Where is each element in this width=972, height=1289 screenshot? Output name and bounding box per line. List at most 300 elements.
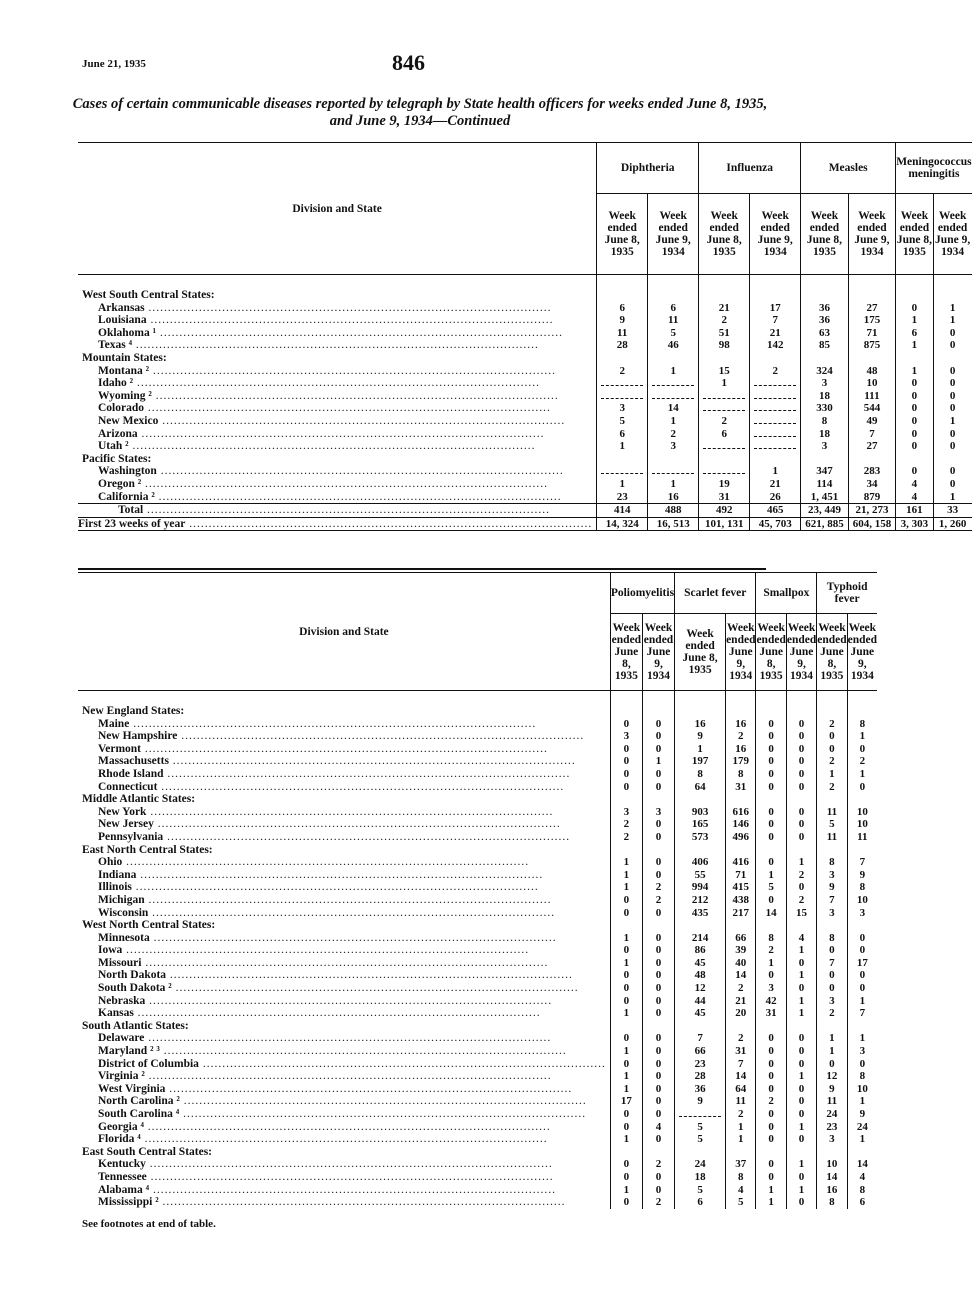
state-label [78,1184,610,1197]
cell-value: 1, 451 [810,490,839,503]
table-row [78,1196,877,1209]
cell-value: 1 [623,1133,630,1146]
table-cell [756,944,786,957]
cell-value: 15 [718,364,730,377]
cell-value: 5 [670,326,676,339]
cell-value: 3 [829,868,835,881]
table-cell [597,302,648,315]
cell-value: 3 [623,805,630,818]
cell-value: 0 [859,742,866,755]
cell-value: 28 [616,339,628,352]
footnote-reference: See footnotes at end of table. [82,1218,216,1230]
table-cell [786,869,816,882]
cell-value: 5 [738,1196,744,1209]
table-cell [933,465,971,478]
table-cell [675,1083,726,1096]
table-row [78,894,877,907]
table-cell [597,390,648,403]
table-cell [756,1171,786,1184]
table-cell [610,1108,642,1121]
table-cell [756,743,786,756]
table-caption: Cases of certain communicable diseases reported by telegraph by State health officers for weeks ended June 8, 1935, and June 9, 1934—Continued [72,96,768,129]
table-cell [756,793,786,806]
table-cell [847,1020,877,1033]
state-label [78,440,597,453]
division-label [78,691,610,718]
table-cell [597,365,648,378]
table-cell [817,793,847,806]
cell-value: 0 [798,1133,805,1146]
state-label [78,478,597,491]
table-cell [756,1083,786,1096]
cell-value: 0 [768,893,774,906]
table-cell [786,919,816,932]
table-cell [726,919,756,932]
cell-value: 17 [856,956,868,969]
table-cell [847,1095,877,1108]
cell-value: 34 [866,477,878,490]
division-row [78,275,972,302]
cell-value: 0 [623,1032,630,1045]
table-cell [817,957,847,970]
cell-value: 217 [732,906,749,919]
table-cell [675,1095,726,1108]
cell-value: 0 [655,742,662,755]
disease-header: Meningococcus meningitis [896,143,972,194]
table-cell [933,339,971,352]
cell-value: 1 [798,994,805,1007]
state-label [78,881,610,894]
table-cell [675,957,726,970]
table-cell [726,995,756,1008]
cell-value: 1 [798,1183,805,1196]
table-cell [597,428,648,441]
table-cell [726,944,756,957]
disease-header: Smallpox [756,573,817,614]
cell-value: 435 [691,906,709,919]
cell-value: 28 [694,1070,706,1083]
cell-value: 0 [768,830,774,843]
table-cell [675,1007,726,1020]
table-cell [675,869,726,882]
state-label [78,302,597,315]
table-cell [848,314,896,327]
table-cell [848,390,896,403]
table-cell [675,944,726,957]
row-label-text: Michigan [98,893,145,906]
cell-value: 0 [859,944,866,957]
cell-value: 10 [856,818,868,831]
cell-value: 324 [816,364,833,377]
cell-value: 64 [694,780,706,793]
table-row [78,718,877,731]
cell-value: 3 [821,377,828,390]
cell-value: 6 [619,427,625,440]
table-cell [847,1196,877,1209]
cell-value: 21 [735,994,747,1007]
table-cell [847,718,877,731]
no-report-dash [754,423,796,424]
table-cell [675,932,726,945]
table-cell [726,793,756,806]
row-label-text: Middle Atlantic States: [82,793,196,806]
cell-value: 5 [829,818,835,831]
table-cell [610,806,642,819]
table-row [78,806,877,819]
table-row [78,1158,877,1171]
table-cell [848,415,896,428]
table-cell [675,1032,726,1045]
cell-value: 0 [655,767,662,780]
cell-value: 1 [670,477,676,490]
table-cell [847,1045,877,1058]
table-cell [726,1196,756,1209]
table-cell [648,402,699,415]
cell-value: 0 [623,906,630,919]
table-cell [847,869,877,882]
cell-value: 0 [829,982,835,995]
table-cell [756,856,786,869]
cell-value: 0 [829,944,835,957]
table-cell [750,478,801,491]
table-cell [750,415,801,428]
table-cell [847,768,877,781]
cell-value: 2 [721,314,727,327]
table-cell [675,768,726,781]
cell-value: 1 [859,767,866,780]
state-label [78,1121,610,1134]
cell-value: 0 [655,906,662,919]
state-label [78,957,610,970]
table-cell [750,504,801,518]
row-label-text: Idaho ² [98,377,134,390]
table-cell [610,1045,642,1058]
table-cell [756,768,786,781]
table-cell [726,1032,756,1045]
table-cell [726,691,756,718]
row-label-text: Arizona [98,427,138,440]
table-cell [801,491,849,504]
table-cell [610,1121,642,1134]
cell-value: 3 [619,402,625,415]
table-row [78,730,877,743]
table-cell [726,743,756,756]
cell-value: 1 [798,1158,805,1171]
cell-value: 4 [738,1183,744,1196]
table-cell [726,1146,756,1159]
cell-value: 0 [911,301,918,314]
cell-value: 0 [768,805,774,818]
table-cell [801,365,849,378]
table-cell [817,944,847,957]
table-cell [648,390,699,403]
table-cell [756,957,786,970]
cell-value: 46 [667,339,679,352]
cell-value: 3 [859,906,866,919]
table-cell [847,1070,877,1083]
cell-value: 8 [859,717,866,730]
table-cell [675,691,726,718]
table-row [78,856,877,869]
table-cell [817,919,847,932]
cell-value: 3 [655,805,662,818]
row-label-text: Missouri [98,956,142,969]
table-cell [597,415,648,428]
table-cell [817,1146,847,1159]
row-label-text: Connecticut [98,780,158,793]
cell-value: 2 [772,364,778,377]
cell-value: 5 [768,881,774,894]
cell-value: 0 [655,780,662,793]
cell-value: 45, 703 [758,517,792,530]
cell-value: 0 [768,767,774,780]
week-header: Week ended June 9, 1934 [642,614,674,691]
table-cell [786,781,816,794]
cell-value: 27 [866,440,878,453]
cell-value: 0 [859,982,866,995]
cell-value: 2 [798,868,805,881]
cell-value: 7 [829,893,835,906]
table-cell [847,1121,877,1134]
cell-value: 0 [655,1045,662,1058]
table-cell [726,869,756,882]
cell-value: 7 [772,314,778,327]
table-row [78,1133,877,1146]
table-row [78,377,972,390]
cumulative-label [78,517,597,531]
table-cell [756,1020,786,1033]
table-cell [642,691,674,718]
cell-value: 2 [623,830,630,843]
table-cell [642,894,674,907]
table-cell [847,1146,877,1159]
cell-value: 44 [694,994,706,1007]
cell-value: 16 [694,717,706,730]
cell-value: 1 [721,377,727,390]
cell-value: 8 [697,767,703,780]
table-row [78,402,972,415]
table-cell [642,1196,674,1209]
row-label-text: Ohio [98,856,123,869]
table-cell [756,844,786,857]
table-cell [675,995,726,1008]
table-cell [675,1158,726,1171]
table-cell [675,1020,726,1033]
cell-value: 1 [911,339,918,352]
cell-value: 8 [768,931,774,944]
division-label [78,793,610,806]
row-label-text: Tennessee [98,1170,147,1183]
cell-value: 23, 449 [807,504,841,517]
cell-value: 8 [829,1196,835,1209]
table-cell [756,806,786,819]
table-cell [801,453,849,466]
cell-value: 7 [869,427,875,440]
row-label-text: Rhode Island [98,767,164,780]
cell-value: 10 [856,1082,868,1095]
state-label [78,944,610,957]
cell-value: 0 [655,717,662,730]
cell-value: 24 [856,1120,868,1133]
cell-value: 0 [623,1120,630,1133]
table-cell [848,302,896,315]
table-cell [801,504,849,518]
table-cell [786,743,816,756]
cell-value: 0 [768,1158,774,1171]
table-cell [786,1196,816,1209]
table-cell [610,730,642,743]
week-header: Week ended June 8, 1935 [597,194,648,275]
table-row [78,1070,877,1083]
table-cell [848,377,896,390]
state-label [78,969,610,982]
cell-value: 8 [821,414,828,427]
table-cell [610,1083,642,1096]
table-cell [817,1158,847,1171]
division-row [78,919,877,932]
table-cell [726,1121,756,1134]
cell-value: 7 [738,1057,744,1070]
table-cell [642,907,674,920]
table-row [78,415,972,428]
table-cell [847,1171,877,1184]
cell-value: 9 [619,314,625,327]
table-cell [786,793,816,806]
table-row [78,1095,877,1108]
cell-value: 0 [623,717,630,730]
table-cell [786,1007,816,1020]
table-cell [750,275,801,302]
table-row [78,831,877,844]
table-cell [786,1184,816,1197]
cell-value: 111 [864,389,880,402]
cell-value: 11 [826,830,838,843]
table-cell [610,1020,642,1033]
cell-value: 10 [866,377,878,390]
cell-value: 2 [721,414,727,427]
cell-value: 1 [798,856,805,869]
table-row [78,957,877,970]
cell-value: 0 [768,1170,774,1183]
cell-value: 1 [949,490,956,503]
cell-value: 4 [859,1170,866,1183]
cell-value: 6 [859,1196,866,1209]
row-label-text: Colorado [98,402,144,415]
cell-value: 8 [738,1170,744,1183]
table-cell [610,982,642,995]
table-cell [726,1007,756,1020]
cell-value: 0 [768,755,774,768]
table-cell [817,755,847,768]
disease-header: Typhoid fever [817,573,877,614]
row-label-text: East South Central States: [82,1145,213,1158]
table-cell [847,957,877,970]
cell-value: 21 [769,477,781,490]
table-cell [896,402,933,415]
cell-value: 19 [718,477,730,490]
table-cell [726,982,756,995]
table-cell [699,517,750,531]
table-cell [847,743,877,756]
cell-value: 496 [732,830,749,843]
cell-value: 283 [863,465,881,478]
table-cell [675,919,726,932]
table-cell [610,944,642,957]
table-cell [610,995,642,1008]
table-cell [726,894,756,907]
cell-value: 0 [949,440,956,453]
cell-value: 1 [798,944,805,957]
table-cell [610,907,642,920]
cell-value: 1 [829,1045,835,1058]
state-label [78,1058,610,1071]
row-label-text: California ² [98,490,155,503]
cell-value: 8 [859,881,866,894]
table-cell [750,339,801,352]
table-cell [801,478,849,491]
table-cell [756,831,786,844]
table-cell [597,339,648,352]
division-header: Division and State [78,143,597,275]
week-header: Week ended June 9, 1934 [786,614,816,691]
division-row [78,1146,877,1159]
disease-header: Poliomyelitis [610,573,674,614]
table-cell [610,781,642,794]
cell-value: 0 [623,1057,630,1070]
cell-value: 0 [798,767,805,780]
week-header: Week ended June 9, 1934 [726,614,756,691]
table-cell [817,730,847,743]
cell-value: 0 [829,742,835,755]
table-cell [786,1020,816,1033]
table-cell [817,1070,847,1083]
table-cell [675,730,726,743]
table-cell [817,869,847,882]
cell-value: 0 [655,1057,662,1070]
table-cell [786,1146,816,1159]
table-cell [642,743,674,756]
division-row [78,352,972,365]
cell-value: 0 [768,1032,774,1045]
table-cell [648,428,699,441]
cell-value: 1 [768,868,774,881]
table-cell [699,478,750,491]
row-label-text: South Atlantic States: [82,1019,189,1032]
table-cell [642,1095,674,1108]
cell-value: 23 [616,490,628,503]
row-label-text: West South Central States: [82,289,215,301]
table-cell [642,806,674,819]
table-cell [786,1133,816,1146]
cell-value: 0 [655,1070,662,1083]
table-cell [896,465,933,478]
cell-value: 2 [738,730,744,743]
disease-header: Measles [801,143,896,194]
table-cell [642,1184,674,1197]
table-cell [817,1133,847,1146]
table-cell [648,440,699,453]
table-cell [726,1095,756,1108]
cell-value: 4 [911,490,918,503]
table-row [78,327,972,340]
table-row [78,390,972,403]
table-cell [642,919,674,932]
table-cell [896,415,933,428]
table-cell [642,932,674,945]
no-report-dash [679,1116,721,1117]
week-header: Week ended June 8, 1935 [699,194,750,275]
cell-value: 0 [655,944,662,957]
